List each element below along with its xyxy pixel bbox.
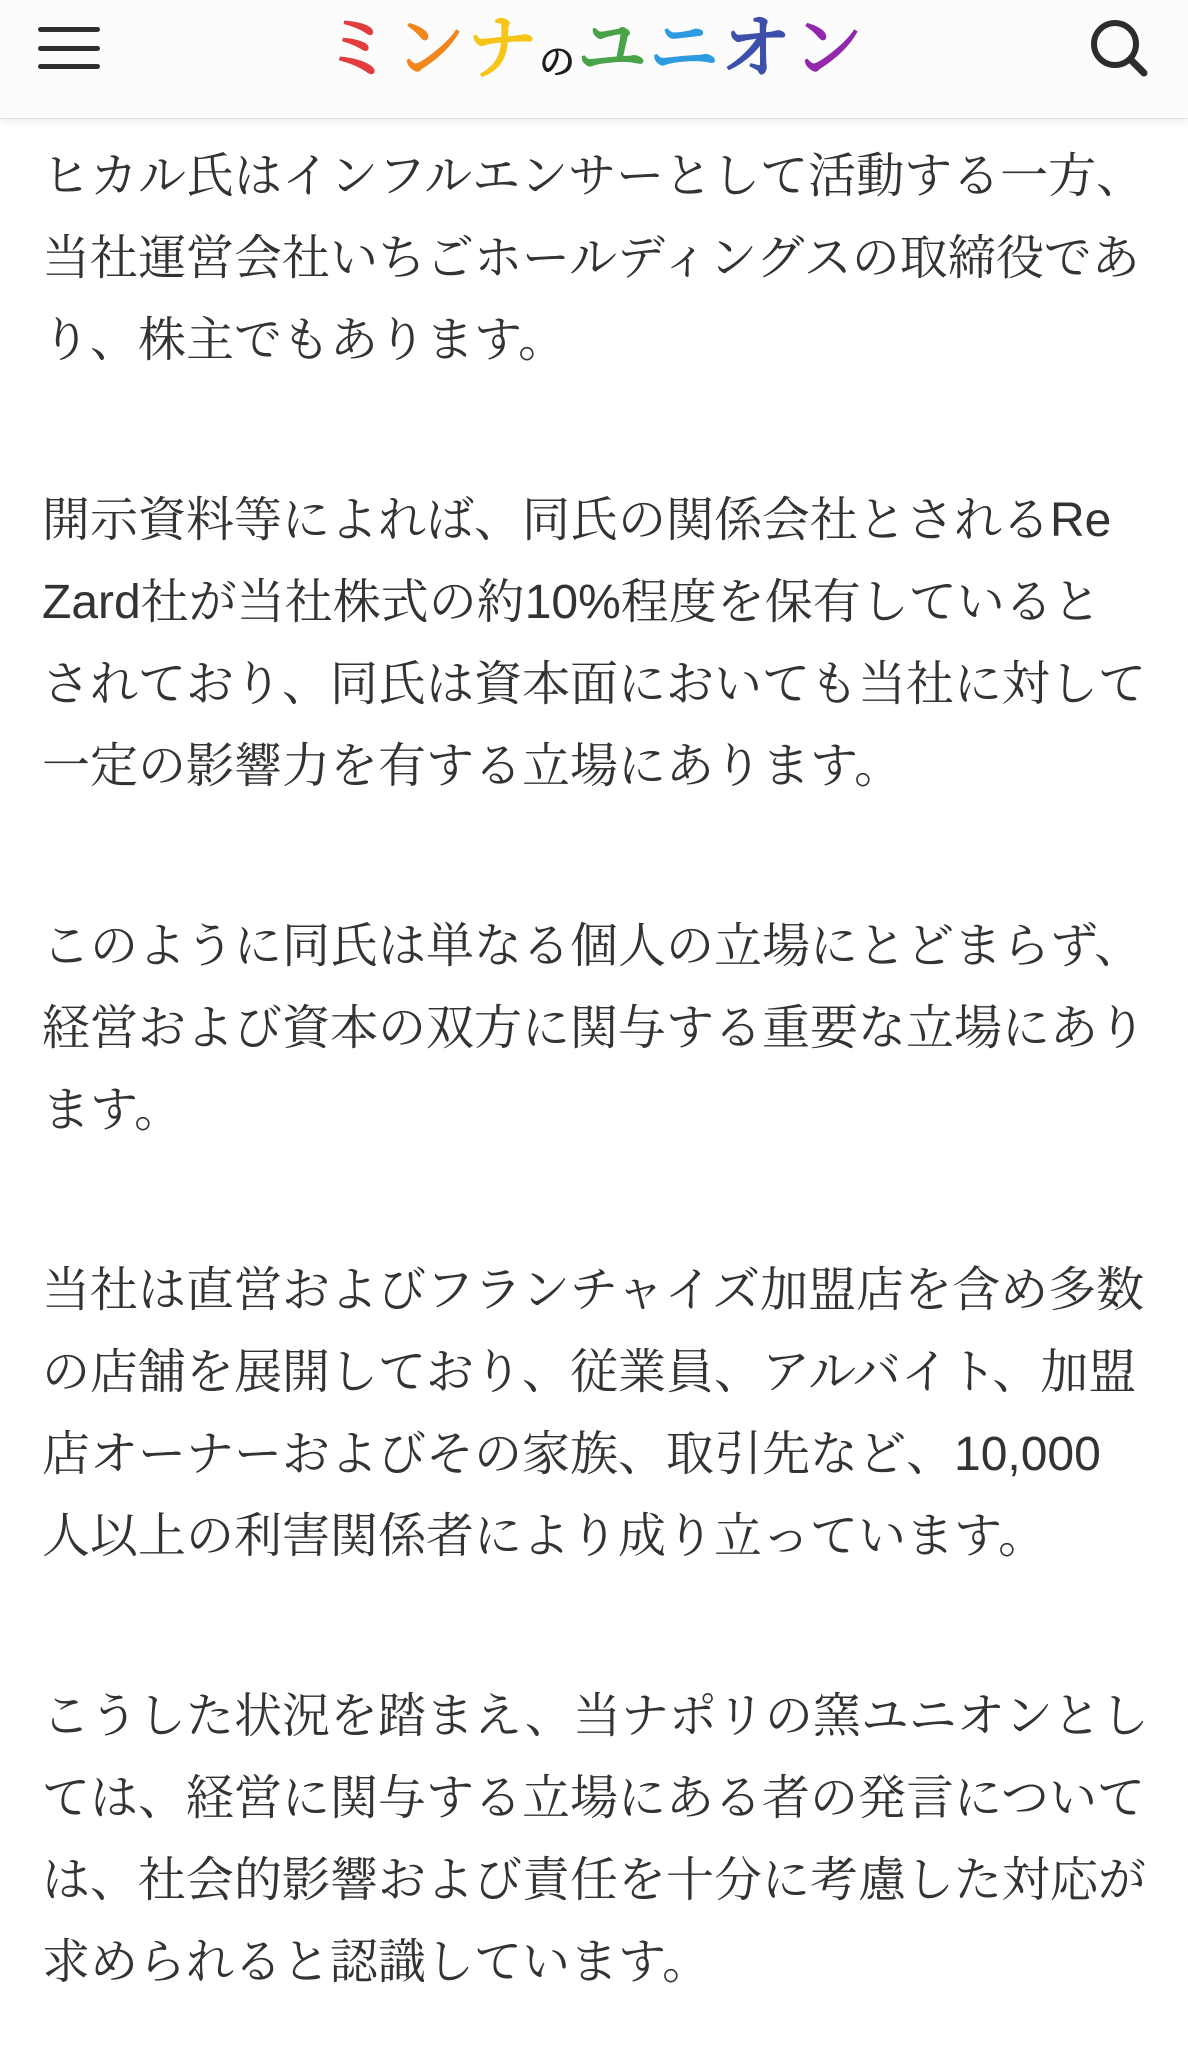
paragraph xyxy=(42,1250,1146,1578)
text-line: ては、経営に関与する立場にある者の発言について xyxy=(42,1772,1146,1825)
logo-char: ミ xyxy=(322,9,395,87)
text-line: 一定の影響力を有する立場にあります。 xyxy=(42,740,903,793)
logo-char: の xyxy=(538,41,577,82)
text-line: 求められると認識しています。 xyxy=(42,1936,711,1989)
paragraph xyxy=(42,480,1146,808)
hamburger-icon xyxy=(38,64,100,69)
site-header xyxy=(0,0,1188,119)
text-line: 経営および資本の双方に関与する重要な立場にあり xyxy=(42,1002,1147,1055)
article-body xyxy=(0,119,1188,2004)
logo-char: ナ xyxy=(466,9,539,87)
logo-char: ン xyxy=(394,9,467,87)
text-line: り、株主でもあります。 xyxy=(42,314,567,367)
text-line: 店オーナーおよびその家族、取引先など、10,000 xyxy=(42,1428,1101,1481)
text-line: されており、同氏は資本面においても当社に対して xyxy=(42,658,1147,711)
menu-button[interactable] xyxy=(38,27,100,69)
search-icon xyxy=(1088,17,1150,79)
text-line: このように同氏は単なる個人の立場にとどまらず、 xyxy=(42,920,1143,973)
logo-char: ニ xyxy=(649,9,721,87)
text-line: の店舗を展開しており、従業員、アルバイト、加盟 xyxy=(42,1346,1137,1399)
text-line: ます。 xyxy=(42,1084,183,1137)
site-logo[interactable] xyxy=(322,9,865,87)
text-line: 人以上の利害関係者により成り立っています。 xyxy=(42,1510,1047,1563)
logo-char: ン xyxy=(793,9,865,87)
text-line: Zard社が当社株式の約10%程度を保有していると xyxy=(42,576,1101,629)
text-line: ヒカル氏はインフルエンサーとして活動する一方、 xyxy=(42,150,1145,203)
hamburger-icon xyxy=(38,46,100,51)
search-button[interactable] xyxy=(1088,17,1150,79)
paragraph xyxy=(42,136,1146,382)
paragraph xyxy=(42,1676,1149,2004)
text-line: 当社は直営およびフランチャイズ加盟店を含め多数 xyxy=(42,1264,1145,1317)
paragraph xyxy=(42,906,1146,1152)
text-line: は、社会的影響および責任を十分に考慮した対応が xyxy=(42,1854,1147,1907)
text-line: こうした状況を踏まえ、当ナポリの窯ユニオンとし xyxy=(42,1690,1149,1743)
text-line: 当社運営会社いちごホールディングスの取締役であ xyxy=(42,232,1140,285)
logo-char: ユ xyxy=(577,9,649,87)
hamburger-icon xyxy=(38,27,100,32)
logo-char: オ xyxy=(721,9,793,87)
text-line: 開示資料等によれば、同氏の関係会社とされるRe xyxy=(42,494,1112,547)
